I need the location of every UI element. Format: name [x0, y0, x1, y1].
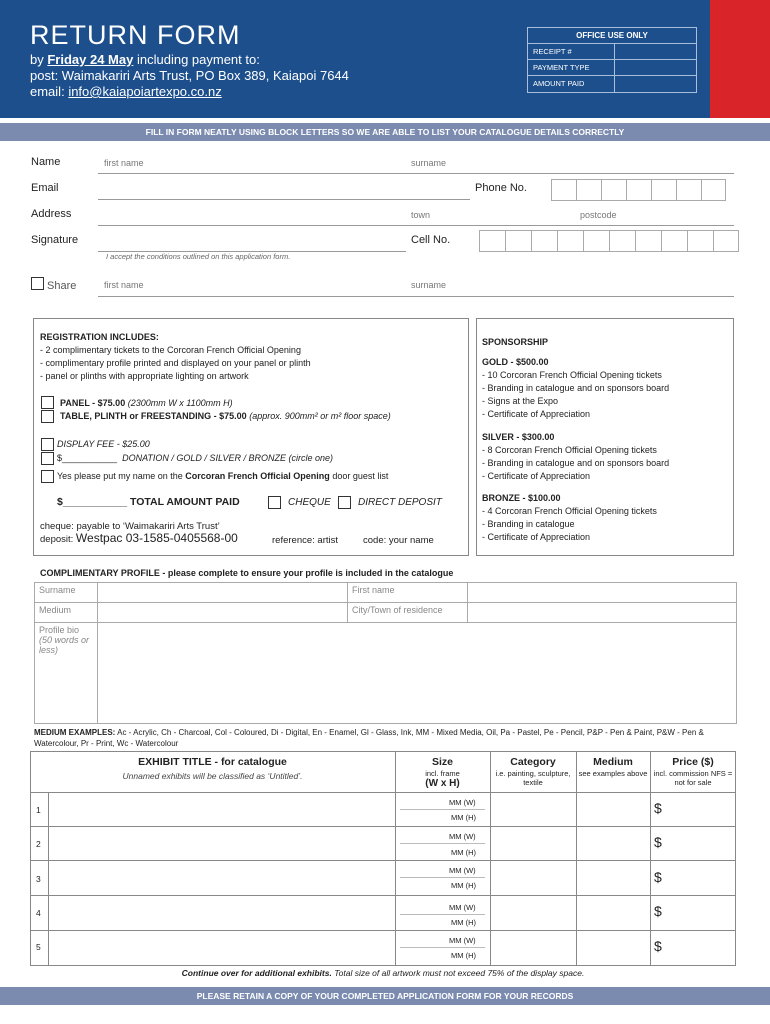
table-checkbox[interactable] — [41, 410, 54, 423]
exhibit-title-note: Unnamed exhibits will be classified as ‘Untitled’. — [122, 771, 303, 781]
donation-checkbox[interactable] — [41, 452, 54, 465]
medium-note: see examples above — [578, 769, 648, 778]
table-option: TABLE, PLINTH or FREESTANDING - $75.00 (approx. 900mm² or m² floor space) — [60, 411, 391, 421]
row-divider — [30, 860, 736, 861]
deadline-prefix: by — [30, 52, 44, 67]
profile-table — [34, 582, 737, 724]
email-line — [30, 84, 222, 99]
row-number: 2 — [36, 839, 41, 849]
profile-first-name-label: First name — [348, 583, 468, 603]
price-dollar: $ — [654, 938, 662, 954]
surname-placeholder: surname — [411, 158, 447, 168]
price-dollar: $ — [654, 800, 662, 816]
conditions-note: I accept the conditions outlined on this application form. — [106, 252, 291, 261]
price-head: Price ($) — [672, 756, 714, 768]
cheque-checkbox[interactable] — [268, 496, 281, 509]
profile-surname-field[interactable] — [98, 583, 348, 603]
row-number: 3 — [36, 874, 41, 884]
silver-item: - Certificate of Appreciation — [482, 471, 591, 481]
profile-bio-note: (50 words or less) — [39, 635, 90, 655]
price-note: incl. commission NFS = not for sale — [653, 769, 733, 787]
medium-head: Medium — [593, 756, 633, 768]
share-checkbox[interactable] — [31, 277, 44, 290]
width-field[interactable] — [400, 914, 485, 915]
col-divider — [48, 792, 49, 966]
row-divider — [30, 895, 736, 896]
form-title: RETURN FORM — [30, 20, 241, 50]
first-name-placeholder: first name — [104, 158, 144, 168]
width-field[interactable] — [400, 809, 485, 810]
silver-tier: SILVER - $300.00 — [482, 432, 555, 442]
phone-label: Phone No. — [475, 182, 527, 194]
share-first-placeholder: first name — [104, 280, 144, 290]
mm-width: MM (W) — [449, 866, 476, 875]
size-note: incl. frame — [425, 769, 460, 778]
row-divider — [30, 930, 736, 931]
bronze-item: - 4 Corcoran French Official Opening tickets — [482, 506, 657, 516]
deposit-account: Westpac 03-1585-0405568-00 — [75, 531, 238, 545]
category-note: i.e. painting, sculpture, textile — [495, 769, 571, 787]
profile-bio-field[interactable] — [98, 623, 737, 724]
medium-examples: MEDIUM EXAMPLES: Ac - Acrylic, Ch - Charcoal, Col - Coloured, Di - Digital, En - Enamel, Gl - Glass, Ink, MM - Mixed Media, Oil, Pa - Pastel, Pe - Pencil, P&P - Pen & Paint, P&W - Pen & Watercolour, Pr - Print, Wc - Watercolour — [34, 728, 704, 748]
profile-city-label: City/Town of residence — [348, 603, 468, 623]
continue-note: Continue over for additional exhibits. Total size of all artwork must not exceed 75% of the display space. — [181, 968, 585, 978]
profile-medium-field[interactable] — [98, 603, 348, 623]
mm-height: MM (H) — [451, 918, 476, 927]
post-address: post: Waimakariri Arts Trust, PO Box 389, Kaiapoi 7644 — [30, 68, 349, 83]
cheque-payable: cheque: payable to ‘Waimakariri Arts Trust’ — [40, 521, 220, 532]
profile-bio-label: Profile bio (50 words or less) — [35, 623, 98, 724]
email-field[interactable] — [98, 199, 470, 200]
postcode-placeholder: postcode — [580, 210, 617, 220]
share-label: Share — [47, 280, 77, 292]
mm-width: MM (W) — [449, 936, 476, 945]
total-amount-label: $___________ TOTAL AMOUNT PAID — [57, 496, 240, 508]
cheque-label: CHEQUE — [288, 497, 331, 508]
name-label: Name — [31, 156, 61, 168]
mm-width: MM (W) — [449, 798, 476, 807]
size-wh: (W x H) — [425, 778, 460, 789]
signature-label: Signature — [31, 234, 79, 246]
address-field[interactable] — [98, 225, 734, 226]
guest-list-checkbox[interactable] — [41, 470, 54, 483]
silver-item: - 8 Corcoran French Official Opening tickets — [482, 445, 657, 455]
registration-item: - complimentary profile printed and displayed on your panel or plinth — [40, 358, 311, 368]
phone-field[interactable] — [551, 179, 726, 201]
header-accent-bar — [710, 0, 770, 118]
address-label: Address — [31, 208, 72, 220]
direct-deposit-label: DIRECT DEPOSIT — [358, 497, 442, 508]
mm-height: MM (H) — [451, 848, 476, 857]
registration-heading: REGISTRATION INCLUDES: — [40, 332, 159, 342]
name-field[interactable] — [98, 173, 734, 174]
cell-label: Cell No. — [411, 234, 451, 246]
panel-checkbox[interactable] — [41, 396, 54, 409]
deadline-suffix: including payment to: — [136, 52, 260, 67]
price-dollar: $ — [654, 869, 662, 885]
mm-height: MM (H) — [451, 951, 476, 960]
bronze-tier: BRONZE - $100.00 — [482, 493, 561, 503]
profile-title: COMPLIMENTARY PROFILE - please complete to ensure your profile is included in the catalogue — [40, 568, 454, 578]
share-surname-placeholder: surname — [411, 280, 447, 290]
direct-deposit-checkbox[interactable] — [338, 496, 351, 509]
profile-city-field[interactable] — [468, 603, 737, 623]
row-number: 4 — [36, 908, 41, 918]
row-number: 5 — [36, 942, 41, 952]
mm-height: MM (H) — [451, 881, 476, 890]
profile-first-name-field[interactable] — [468, 583, 737, 603]
mm-width: MM (W) — [449, 903, 476, 912]
deposit-line: deposit: Westpac 03-1585-0405568-00 — [40, 531, 238, 545]
width-field[interactable] — [400, 947, 485, 948]
deposit-code: code: your name — [363, 535, 434, 546]
col-divider — [576, 751, 577, 966]
profile-surname-label: Surname — [35, 583, 98, 603]
row-divider — [30, 826, 736, 827]
width-field[interactable] — [400, 877, 485, 878]
share-name-field[interactable] — [98, 296, 734, 297]
exhibit-header-divider — [30, 792, 736, 793]
office-row-amount: AMOUNT PAID — [528, 76, 696, 92]
sponsorship-heading: SPONSORSHIP — [482, 337, 549, 347]
mm-width: MM (W) — [449, 832, 476, 841]
footer-banner: PLEASE RETAIN A COPY OF YOUR COMPLETED APPLICATION FORM FOR YOUR RECORDS — [0, 987, 770, 1005]
office-row-receipt: RECEIPT # — [528, 44, 696, 60]
silver-item: - Branding in catalogue and on sponsors board — [482, 458, 670, 468]
office-use-box — [527, 27, 697, 93]
deadline-line — [30, 52, 260, 67]
gold-item: - Branding in catalogue and on sponsors board — [482, 383, 670, 393]
registration-item: - 2 complimentary tickets to the Corcoran French Official Opening — [40, 345, 301, 355]
gold-tier: GOLD - $500.00 — [482, 357, 549, 367]
cell-field[interactable] — [479, 230, 739, 252]
email-link[interactable]: info@kaiapoiartexpo.co.nz — [68, 84, 222, 99]
registration-item: - panel or plinths with appropriate lighting on artwork — [40, 371, 249, 381]
guest-list-option: Yes please put my name on the Corcoran French Official Opening door guest list — [57, 471, 389, 481]
mm-height: MM (H) — [451, 813, 476, 822]
gold-item: - Certificate of Appreciation — [482, 409, 591, 419]
display-fee-label: DISPLAY FEE - $25.00 — [57, 439, 150, 449]
gold-item: - 10 Corcoran French Official Opening tickets — [482, 370, 662, 380]
deadline-date: Friday 24 May — [47, 52, 134, 67]
donation-option: $___________ DONATION / GOLD / SILVER / BRONZE (circle one) — [57, 453, 333, 463]
price-dollar: $ — [654, 903, 662, 919]
price-dollar: $ — [654, 834, 662, 850]
exhibit-title-head: EXHIBIT TITLE - for catalogue — [138, 756, 287, 768]
town-placeholder: town — [411, 210, 431, 220]
bronze-item: - Certificate of Appreciation — [482, 532, 591, 542]
exhibit-table — [30, 751, 736, 966]
email-label: Email — [31, 182, 59, 194]
display-fee-checkbox[interactable] — [41, 438, 54, 451]
profile-medium-label: Medium — [35, 603, 98, 623]
width-field[interactable] — [400, 843, 485, 844]
category-head: Category — [510, 756, 556, 768]
size-head: Size — [431, 756, 453, 768]
deposit-reference: reference: artist — [272, 535, 338, 546]
gold-item: - Signs at the Expo — [482, 396, 559, 406]
office-row-payment: PAYMENT TYPE — [528, 60, 696, 76]
panel-option: PANEL - $75.00 (2300mm W x 1100mm H) — [60, 398, 233, 408]
email-prefix: email: — [30, 84, 65, 99]
office-use-heading: OFFICE USE ONLY — [528, 28, 696, 44]
row-number: 1 — [36, 805, 41, 815]
bronze-item: - Branding in catalogue — [482, 519, 575, 529]
instruction-banner: FILL IN FORM NEATLY USING BLOCK LETTERS SO WE ARE ABLE TO LIST YOUR CATALOGUE DETAILS CORRECTLY — [0, 123, 770, 141]
